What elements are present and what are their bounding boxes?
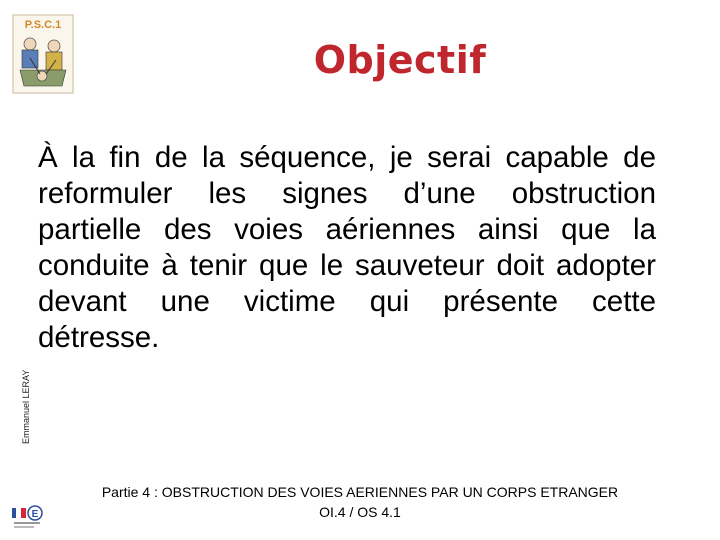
author-credit: Emmanuel LERAY — [21, 369, 31, 444]
footer — [40, 482, 680, 522]
objective-paragraph: À la fin de la séquence, je serai capable de reformuler les signes d’une obstruction partielle des voies aériennes ainsi que la conduite à tenir que le sauveteur doit adopter devant une victime qui présente cette détresse. — [38, 141, 656, 354]
republic-seal-icon — [10, 500, 44, 534]
svg-text:E: E — [31, 509, 39, 520]
svg-text:P.S.C.1: P.S.C.1 — [24, 19, 62, 31]
footer-reference: OI.4 / OS 4.1 — [319, 504, 401, 520]
page-title: Objectif — [313, 38, 487, 82]
footer-part-title: Partie 4 : OBSTRUCTION DES VOIES AERIENNES PAR UN CORPS ETRANGER — [101, 484, 619, 500]
